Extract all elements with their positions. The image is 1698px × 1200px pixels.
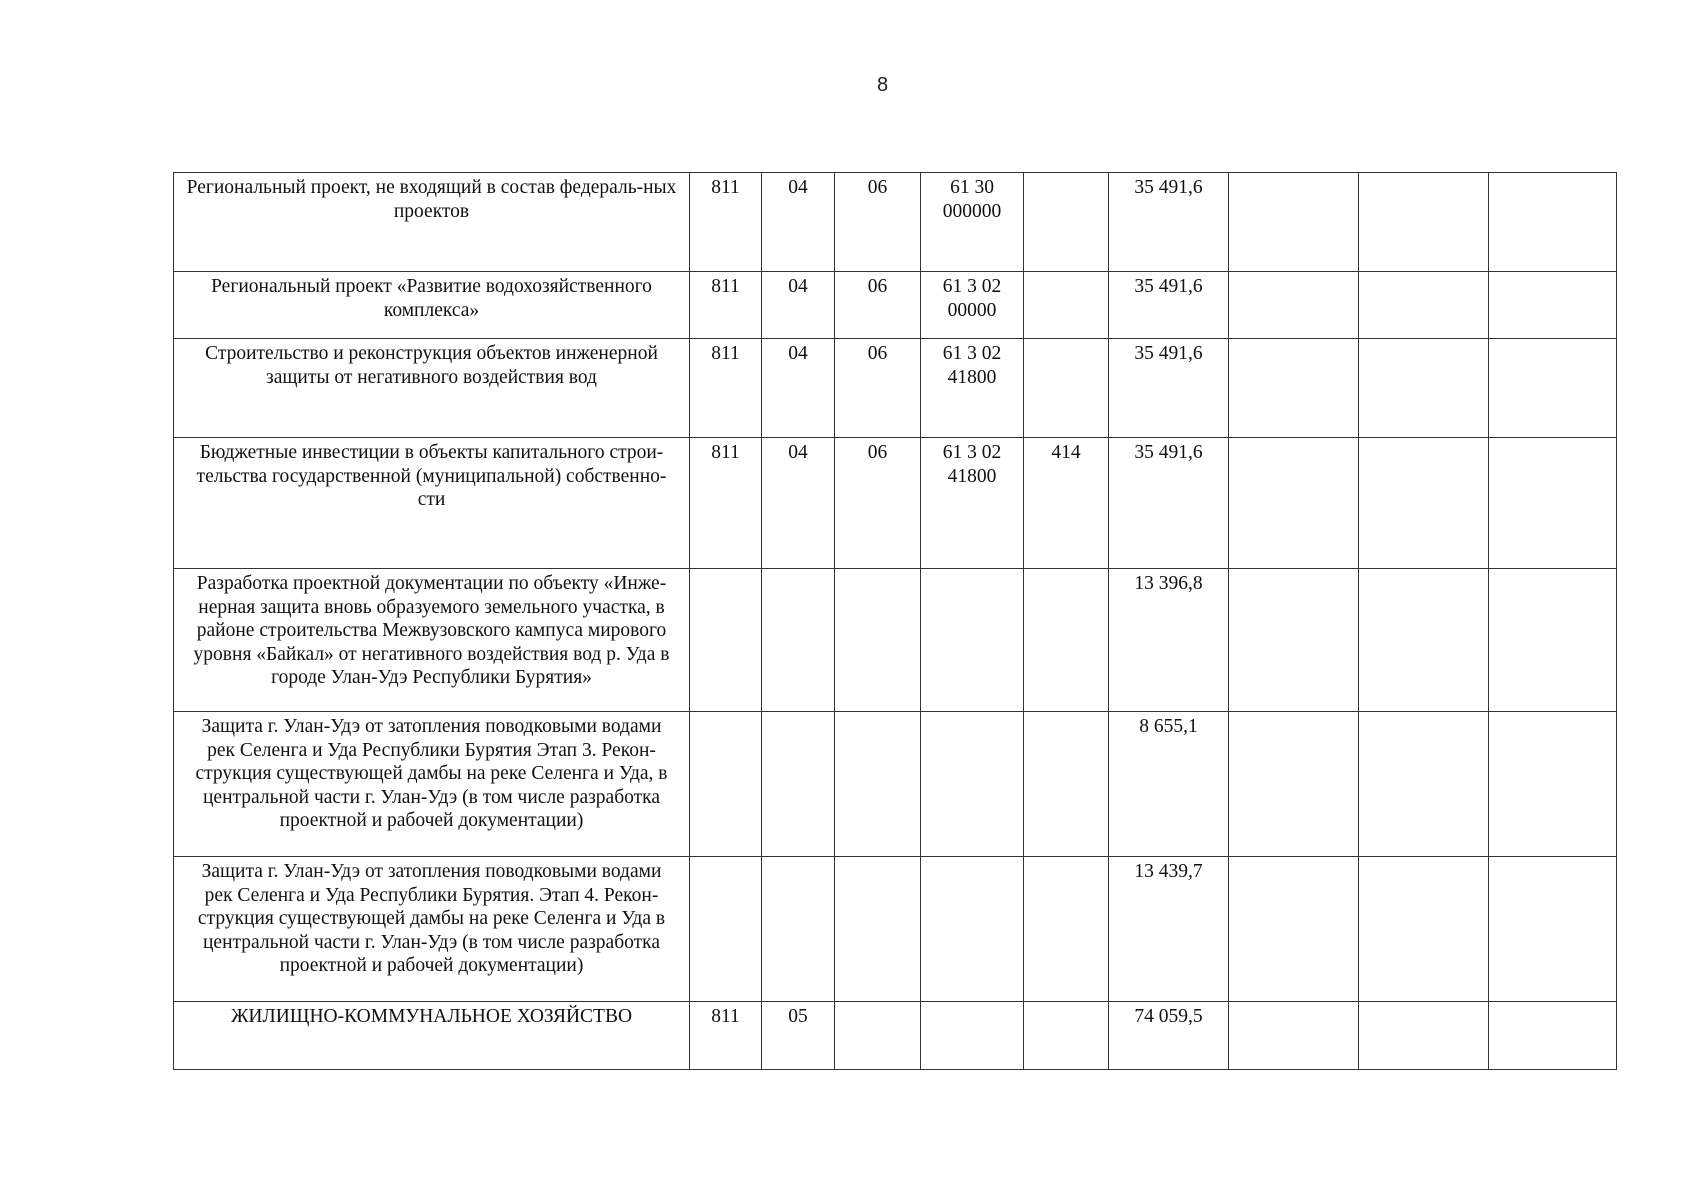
budget-table (173, 172, 1617, 1070)
section-code-cell: 04 (762, 272, 835, 339)
section-code-cell: 05 (762, 1002, 835, 1070)
amount-cell: 8 655,1 (1109, 712, 1229, 857)
empty-cell (1229, 438, 1359, 569)
target-article-cell (921, 712, 1024, 857)
empty-cell (1489, 1002, 1617, 1070)
expense-type-cell: 414 (1024, 438, 1109, 569)
ministry-code-cell: 811 (690, 173, 762, 272)
empty-cell (1229, 1002, 1359, 1070)
target-article-cell (921, 857, 1024, 1002)
ministry-code-cell: 811 (690, 438, 762, 569)
subsection-code-cell (835, 857, 921, 1002)
expense-type-cell (1024, 272, 1109, 339)
subsection-code-cell (835, 712, 921, 857)
expense-type-cell (1024, 339, 1109, 438)
table-row (174, 339, 1617, 438)
empty-cell (1229, 857, 1359, 1002)
table-row (174, 857, 1617, 1002)
target-article-cell (921, 1002, 1024, 1070)
empty-cell (1229, 569, 1359, 712)
expense-type-cell (1024, 857, 1109, 1002)
empty-cell (1359, 339, 1489, 438)
section-code-cell: 04 (762, 438, 835, 569)
empty-cell (1489, 339, 1617, 438)
amount-cell: 35 491,6 (1109, 173, 1229, 272)
page-number: 8 (876, 74, 889, 96)
empty-cell (1359, 272, 1489, 339)
target-article-cell: 61 3 02 00000 (921, 272, 1024, 339)
section-code-cell: 04 (762, 173, 835, 272)
empty-cell (1489, 857, 1617, 1002)
amount-cell: 35 491,6 (1109, 339, 1229, 438)
table-row (174, 712, 1617, 857)
row-name-cell: Бюджетные инвестиции в объекты капитального строи-тельства государственной (муниципальной) собственно-сти (174, 438, 690, 569)
ministry-code-cell (690, 712, 762, 857)
empty-cell (1229, 712, 1359, 857)
empty-cell (1359, 1002, 1489, 1070)
subsection-code-cell: 06 (835, 438, 921, 569)
ministry-code-cell: 811 (690, 339, 762, 438)
empty-cell (1489, 569, 1617, 712)
row-name-cell: Региональный проект, не входящий в состав федераль-ных проектов (174, 173, 690, 272)
row-name-cell: Защита г. Улан-Удэ от затопления поводковыми водами рек Селенга и Уда Республики Бурятия. Этап 4. Рекон-струкция существующей дамбы на реке Селенга и Уда в центральной части г. Улан-Удэ (в том числе разработка проектной и рабочей документации) (174, 857, 690, 1002)
empty-cell (1229, 272, 1359, 339)
empty-cell (1359, 173, 1489, 272)
empty-cell (1359, 438, 1489, 569)
subsection-code-cell: 06 (835, 339, 921, 438)
target-article-cell: 61 3 02 41800 (921, 339, 1024, 438)
subsection-code-cell (835, 569, 921, 712)
row-name-cell: Региональный проект «Развитие водохозяйственного комплекса» (174, 272, 690, 339)
empty-cell (1359, 712, 1489, 857)
section-code-cell (762, 712, 835, 857)
empty-cell (1229, 173, 1359, 272)
empty-cell (1359, 569, 1489, 712)
amount-cell: 74 059,5 (1109, 1002, 1229, 1070)
table-row (174, 1002, 1617, 1070)
ministry-code-cell: 811 (690, 1002, 762, 1070)
empty-cell (1489, 712, 1617, 857)
target-article-cell: 61 30 000000 (921, 173, 1024, 272)
ministry-code-cell: 811 (690, 272, 762, 339)
row-name-cell: ЖИЛИЩНО-КОММУНАЛЬНОЕ ХОЗЯЙСТВО (174, 1002, 690, 1070)
ministry-code-cell (690, 569, 762, 712)
expense-type-cell (1024, 712, 1109, 857)
table-row (174, 173, 1617, 272)
row-name-cell: Строительство и реконструкция объектов инженерной защиты от негативного воздействия вод (174, 339, 690, 438)
expense-type-cell (1024, 569, 1109, 712)
table-row (174, 272, 1617, 339)
row-name-cell: Защита г. Улан-Удэ от затопления поводковыми водами рек Селенга и Уда Республики Бурятия Этап 3. Рекон-струкция существующей дамбы на реке Селенга и Уда, в центральной части г. Улан-Удэ (в том числе разработка проектной и рабочей документации) (174, 712, 690, 857)
empty-cell (1489, 173, 1617, 272)
table-row (174, 438, 1617, 569)
empty-cell (1359, 857, 1489, 1002)
subsection-code-cell: 06 (835, 272, 921, 339)
table-row (174, 569, 1617, 712)
empty-cell (1489, 438, 1617, 569)
expense-type-cell (1024, 1002, 1109, 1070)
amount-cell: 13 439,7 (1109, 857, 1229, 1002)
subsection-code-cell: 06 (835, 173, 921, 272)
target-article-cell: 61 3 02 41800 (921, 438, 1024, 569)
subsection-code-cell (835, 1002, 921, 1070)
expense-type-cell (1024, 173, 1109, 272)
section-code-cell (762, 857, 835, 1002)
ministry-code-cell (690, 857, 762, 1002)
amount-cell: 13 396,8 (1109, 569, 1229, 712)
section-code-cell (762, 569, 835, 712)
row-name-cell: Разработка проектной документации по объекту «Инже-нерная защита вновь образуемого земельного участка, в районе строительства Межвузовского кампуса мирового уровня «Байкал» от негативного воздействия вод р. Уда в городе Улан-Удэ Республики Бурятия» (174, 569, 690, 712)
target-article-cell (921, 569, 1024, 712)
section-code-cell: 04 (762, 339, 835, 438)
empty-cell (1229, 339, 1359, 438)
empty-cell (1489, 272, 1617, 339)
amount-cell: 35 491,6 (1109, 272, 1229, 339)
amount-cell: 35 491,6 (1109, 438, 1229, 569)
